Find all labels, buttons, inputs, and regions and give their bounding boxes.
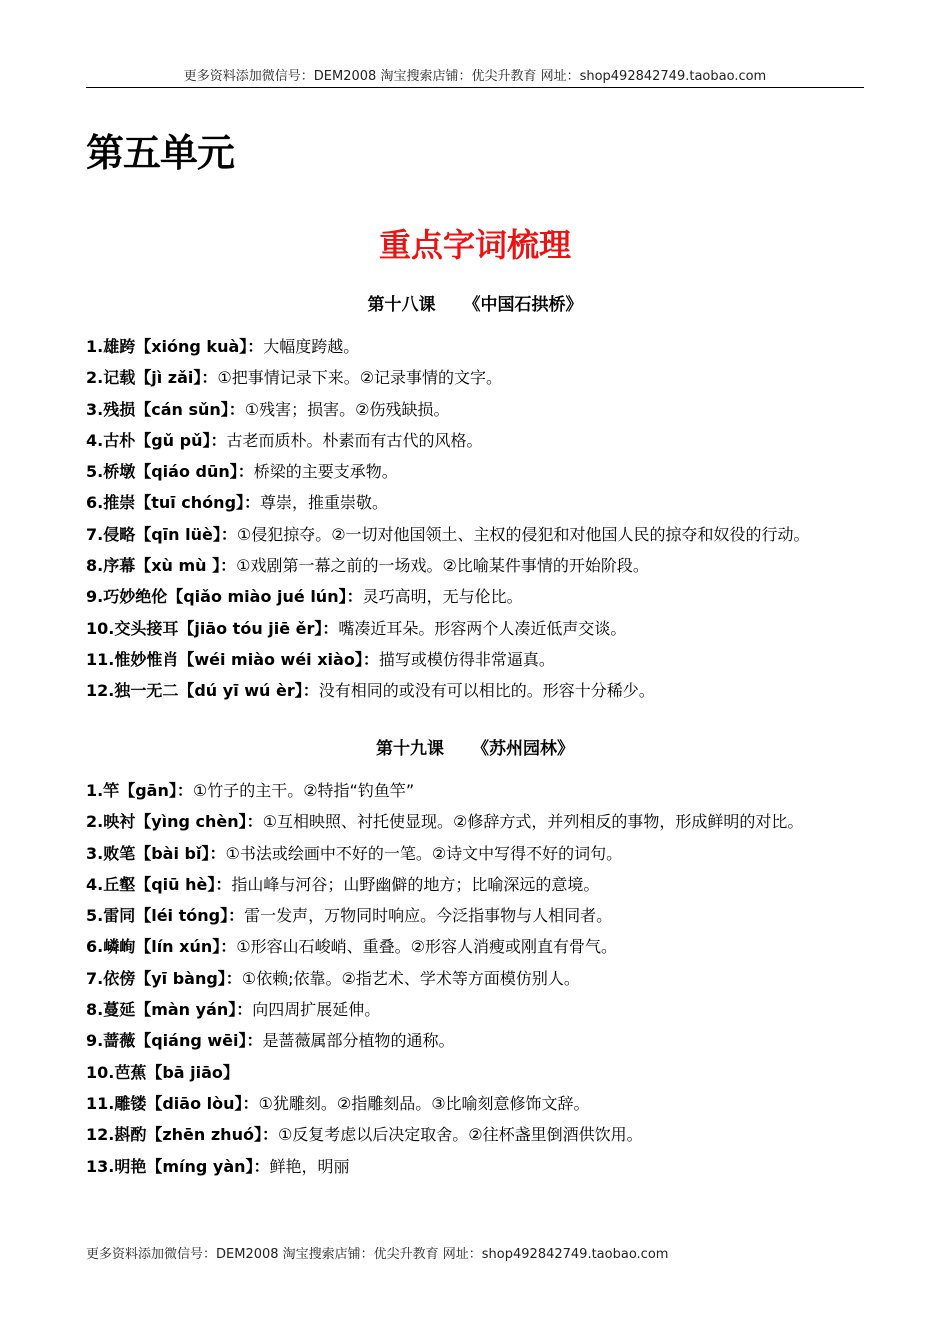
vocab-entry (86, 334, 866, 360)
vocab-term: 8.序幕【xù mù 】： (86, 556, 237, 576)
vocab-term: 9.蔷薇【qiáng wēi】： (86, 1031, 263, 1051)
vocab-term: 1.竿【gān】： (86, 781, 193, 800)
vocab-entry (86, 1028, 866, 1054)
vocab-entry (86, 841, 866, 867)
unit-title: 第五单元 (86, 131, 235, 175)
vocab-entry (86, 1154, 866, 1180)
vocab-definition: ①依赖;依靠。②指艺术、学术等方面模仿别人。 (241, 968, 580, 988)
vocab-term: 10.芭蕉【bā jiāo】 (86, 1062, 239, 1082)
page-header: 更多资料添加微信号：DEM2008 淘宝搜索店铺：优尖升教育 网址：shop492842749.taobao.com (183, 69, 767, 84)
vocab-entry (86, 553, 866, 579)
vocab-list (86, 334, 866, 710)
vocab-entry (86, 903, 866, 929)
vocab-entry (86, 997, 866, 1023)
vocab-definition: 桥梁的主要支承物。 (253, 462, 398, 482)
vocab-term: 6.推崇【tuī chóng】： (86, 493, 261, 513)
vocab-entry (86, 365, 866, 391)
vocab-entry (86, 616, 866, 642)
lesson-number: 第十九课 (376, 739, 444, 759)
lesson-number: 第十八课 (367, 295, 436, 315)
vocab-definition: 是蔷薇属部分植物的通称。 (262, 1031, 455, 1051)
vocab-entry (86, 966, 866, 992)
vocab-definition: 没有相同的或没有可以相比的。形容十分稀少。 (318, 681, 655, 701)
vocab-definition: 指山峰与河谷；山野幽僻的地方；比喻深远的意境。 (231, 874, 600, 894)
vocab-definition: 灵巧高明，无与伦比。 (362, 587, 523, 607)
vocab-entry (86, 459, 866, 485)
vocab-term: 7.依傍【yī bàng】： (86, 968, 242, 988)
vocab-entry (86, 397, 866, 423)
lesson-name: 《中国石拱桥》 (463, 295, 583, 315)
vocab-definition: 嘴凑近耳朵。形容两个人凑近低声交谈。 (338, 618, 627, 638)
vocab-entry (86, 1060, 866, 1086)
vocab-term: 5.桥墩【qiáo dūn】： (86, 462, 254, 482)
vocab-entry (86, 490, 866, 516)
vocab-entry (86, 872, 866, 898)
vocab-definition: 向四周扩展延伸。 (252, 1000, 381, 1020)
vocab-definition: ①戏剧第一幕之前的一场戏。②比喻某件事情的开始阶段。 (236, 556, 649, 576)
vocab-entry (86, 1091, 866, 1117)
vocab-definition: ①书法或绘画中不好的一笔。②诗文中写得不好的词句。 (225, 843, 623, 863)
vocab-term: 13.明艳【míng yàn】： (86, 1156, 270, 1176)
header-divider (86, 87, 864, 88)
vocab-definition: ①侵犯掠夺。②一切对他国领土、主权的侵犯和对他国人民的掠夺和奴役的行动。 (236, 524, 810, 544)
lesson-heading (86, 293, 864, 317)
vocab-definition: 尊崇，推重崇敬。 (260, 493, 389, 513)
vocab-definition: ①犹雕刻。②指雕刻品。③比喻刻意修饰文辞。 (258, 1093, 590, 1113)
vocab-term: 2.映衬【yìng chèn】： (86, 812, 263, 832)
vocab-entry (86, 584, 866, 610)
vocab-term: 3.败笔【bài bǐ】： (86, 843, 226, 863)
vocab-entry (86, 809, 866, 835)
vocab-term: 12.独一无二【dú yī wú èr】： (86, 681, 319, 701)
section-title: 重点字词梳理 (378, 226, 571, 264)
vocab-definition: 描写或模仿得非常逼真。 (378, 649, 555, 669)
vocab-term: 5.雷同【léi tóng】： (86, 906, 245, 926)
vocab-definition: ①形容山石峻峭、重叠。②形容人消瘦或刚直有骨气。 (236, 937, 617, 957)
lesson-heading (86, 737, 864, 761)
vocab-definition: ①互相映照、衬托使显现。②修辞方式，并列相反的事物，形成鲜明的对比。 (262, 812, 804, 832)
vocab-term: 8.蔓延【màn yán】： (86, 1000, 253, 1020)
vocab-definition: 雷一发声，万物同时响应。今泛指事物与人相同者。 (244, 906, 613, 926)
vocab-entry (86, 428, 866, 454)
vocab-entry (86, 1122, 866, 1148)
vocab-term: 4.丘壑【qiū hè】： (86, 874, 232, 894)
vocab-entry (86, 647, 866, 673)
vocab-definition: ①残害；损害。②伤残缺损。 (244, 399, 450, 419)
vocab-definition: 古老而质朴。朴素而有古代的风格。 (226, 430, 483, 450)
vocab-term: 1.雄跨【xióng kuà】： (86, 337, 264, 356)
vocab-list (86, 778, 866, 1185)
vocab-term: 9.巧妙绝伦【qiǎo miào jué lún】： (86, 587, 363, 607)
vocab-entry (86, 522, 866, 548)
vocab-entry (86, 934, 866, 960)
page-footer: 更多资料添加微信号：DEM2008 淘宝搜索店铺：优尖升教育 网址：shop492842749.taobao.com (86, 1247, 669, 1262)
vocab-term: 12.斟酌【zhēn zhuó】： (86, 1125, 278, 1145)
vocab-term: 4.古朴【gǔ pǔ】： (86, 430, 227, 450)
vocab-term: 11.雕镂【diāo lòu】： (86, 1093, 259, 1113)
lesson-name: 《苏州园林》 (472, 739, 574, 759)
vocab-term: 3.残损【cán sǔn】： (86, 399, 245, 419)
vocab-term: 7.侵略【qīn lüè】： (86, 524, 237, 544)
vocab-term: 11.惟妙惟肖【wéi miào wéi xiào】： (86, 649, 379, 669)
vocab-definition: 大幅度跨越。 (263, 337, 360, 356)
vocab-definition: ①竹子的主干。②特指“钓鱼竿” (192, 781, 415, 800)
vocab-term: 2.记载【jì zǎi】： (86, 368, 218, 388)
vocab-term: 10.交头接耳【jiāo tóu jiē ěr】： (86, 618, 339, 638)
vocab-term: 6.嶙峋【lín xún】： (86, 937, 237, 957)
vocab-entry (86, 778, 866, 804)
vocab-definition: ①反复考虑以后决定取舍。②往杯盏里倒酒供饮用。 (277, 1125, 643, 1145)
vocab-definition: ①把事情记录下来。②记录事情的文字。 (217, 368, 503, 388)
vocab-definition: 鲜艳，明丽 (269, 1156, 350, 1176)
vocab-entry (86, 678, 866, 704)
